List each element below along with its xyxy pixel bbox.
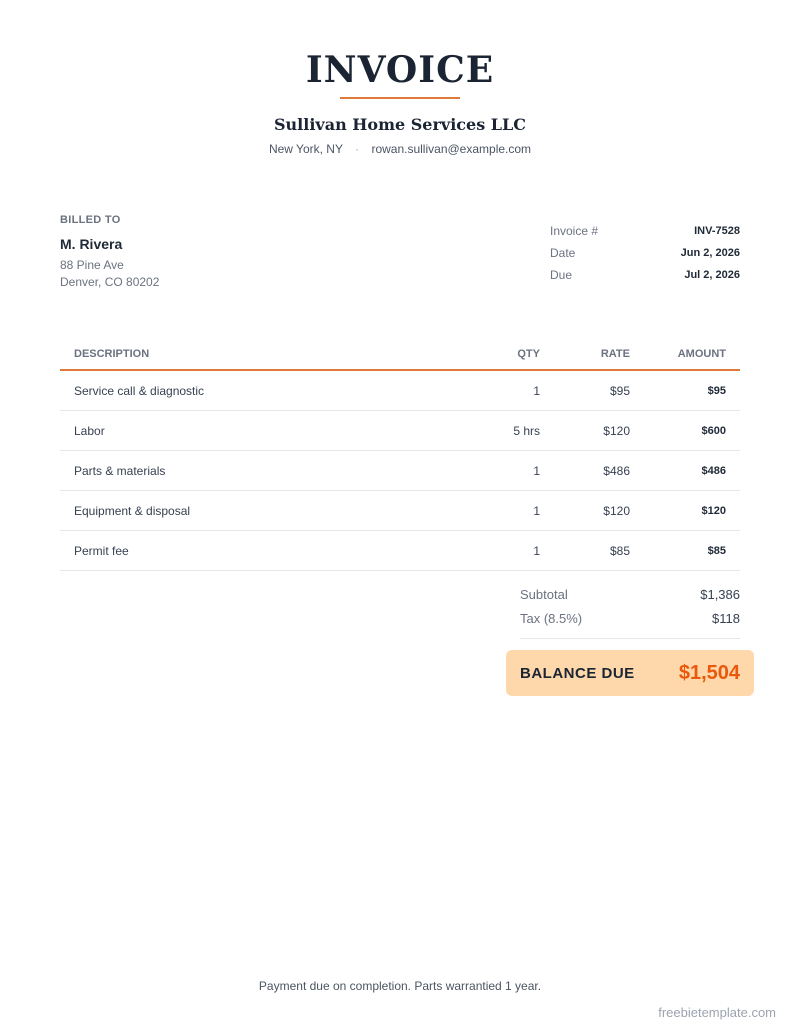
header-qty: QTY (517, 348, 540, 360)
table-row (60, 411, 740, 451)
item-rate: $95 (609, 383, 630, 398)
header-rate: RATE (600, 348, 630, 360)
tax-label: Tax (8.5%) (520, 610, 583, 626)
table-row (60, 491, 740, 531)
header-description: DESCRIPTION (74, 348, 150, 360)
invoice-title: INVOICE (305, 49, 495, 91)
subtotal-row (520, 582, 740, 606)
balance-due-box (506, 650, 754, 696)
item-rate: $486 (603, 463, 630, 478)
item-qty: 1 (533, 543, 540, 558)
invoice-date-label: Date (550, 246, 576, 260)
item-description: Parts & materials (74, 463, 166, 478)
invoice-number-value: INV-7528 (694, 225, 740, 237)
contact-separator: · (355, 142, 360, 156)
item-amount: $95 (707, 384, 726, 397)
client-address-line1: 88 Pine Ave (60, 258, 124, 272)
subtotal-label: Subtotal (520, 586, 568, 602)
item-rate: $85 (609, 543, 630, 558)
client-address-line2: Denver, CO 80202 (60, 275, 160, 289)
item-rate: $120 (603, 503, 630, 518)
item-amount: $120 (701, 504, 726, 517)
invoice-due-value: Jul 2, 2026 (684, 269, 740, 281)
header-amount: AMOUNT (677, 348, 726, 360)
invoice-date-value: Jun 2, 2026 (680, 247, 740, 259)
invoice-due-row (550, 264, 740, 286)
company-email: rowan.sullivan@example.com (371, 142, 532, 156)
item-amount: $486 (701, 464, 726, 477)
item-description: Permit fee (74, 543, 129, 558)
item-amount: $85 (707, 544, 726, 557)
balance-due-value: $1,504 (678, 661, 740, 684)
table-row (60, 371, 740, 411)
item-description: Equipment & disposal (74, 503, 191, 518)
invoice-date-row (550, 242, 740, 264)
item-qty: 1 (533, 383, 540, 398)
item-description: Labor (74, 423, 105, 438)
billed-to-section (60, 213, 360, 291)
totals-section (520, 582, 740, 639)
invoice-number-label: Invoice # (550, 224, 599, 238)
invoice-due-label: Due (550, 268, 573, 282)
invoice-header (0, 48, 800, 157)
line-items-table (60, 339, 740, 571)
table-row (60, 531, 740, 571)
company-name: Sullivan Home Services LLC (273, 115, 527, 134)
title-underline (340, 97, 460, 99)
company-location: New York, NY (268, 142, 343, 156)
item-qty: 1 (533, 503, 540, 518)
totals-divider (520, 638, 740, 639)
tax-value: $118 (712, 610, 740, 626)
item-amount: $600 (701, 424, 726, 437)
payment-terms-note: Payment due on completion. Parts warrantied 1 year. (258, 979, 542, 993)
table-row (60, 451, 740, 491)
invoice-number-row (550, 220, 740, 242)
item-qty: 1 (533, 463, 540, 478)
line-items-header (60, 339, 740, 371)
item-qty: 5 hrs (513, 423, 540, 438)
subtotal-value: $1,386 (700, 586, 740, 602)
client-name: M. Rivera (60, 236, 123, 252)
billed-to-label: BILLED TO (60, 214, 121, 226)
invoice-meta (550, 220, 740, 286)
company-contact (0, 141, 800, 157)
tax-row (520, 606, 740, 630)
watermark: freebietemplate.com (658, 1005, 776, 1020)
item-description: Service call & diagnostic (74, 383, 205, 398)
balance-due-label: BALANCE DUE (520, 664, 635, 682)
item-rate: $120 (603, 423, 630, 438)
